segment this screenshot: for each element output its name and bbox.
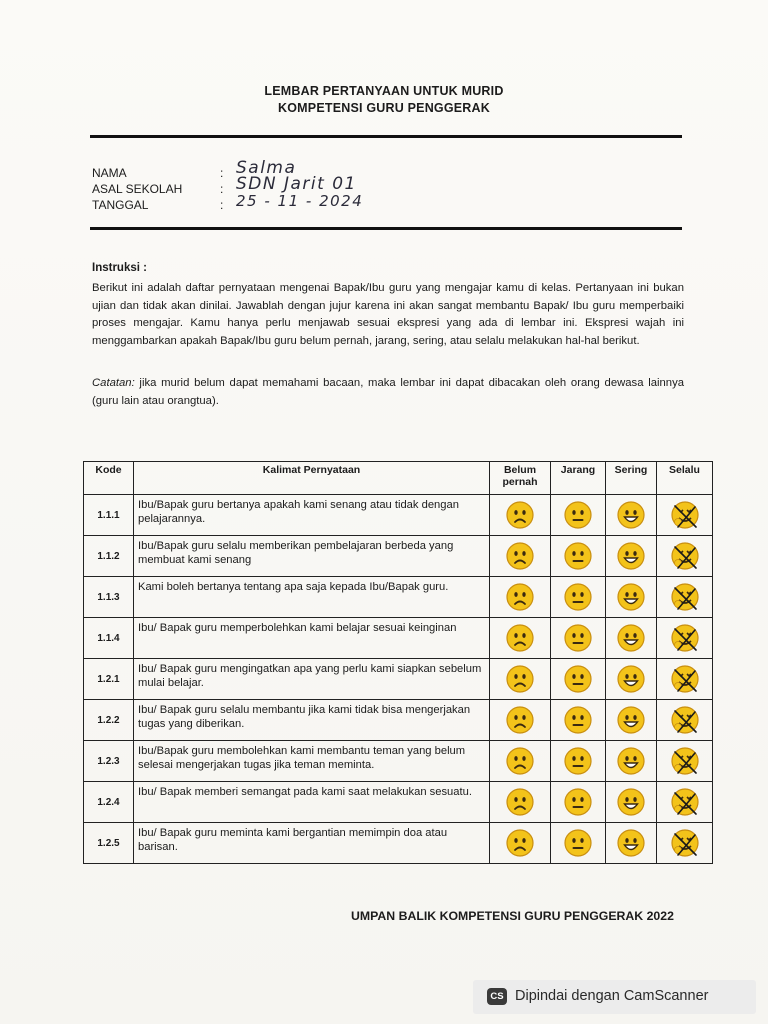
grinning-face-icon [616,506,646,523]
table-row [84,823,713,864]
row-statement: Ibu/ Bapak guru memperbolehkan kami belajar sesuai keinginan [134,618,490,659]
option-selalu-cell[interactable] [657,782,713,823]
row-statement: Ibu/Bapak guru membolehkan kami membantu teman yang belum selesai mengerjakan tugas jika teman meminta. [134,741,490,782]
table-row [84,577,713,618]
table-row [84,700,713,741]
option-jarang-cell[interactable] [551,659,606,700]
smiling-face-icon [670,793,700,810]
sad-face-icon [505,629,535,646]
instructions-heading: Instruksi : [92,262,147,274]
option-jarang-cell[interactable] [551,741,606,782]
sad-face-icon [505,752,535,769]
smiling-face-icon [670,547,700,564]
row-statement: Ibu/ Bapak guru meminta kami bergantian memimpin doa atau barisan. [134,823,490,864]
option-jarang-cell[interactable] [551,577,606,618]
option-belum-pernah-cell[interactable] [490,618,551,659]
row-code: 1.2.3 [84,741,134,782]
row-code: 1.1.3 [84,577,134,618]
grinning-face-icon [616,629,646,646]
option-sering-cell[interactable] [606,659,657,700]
row-code: 1.1.4 [84,618,134,659]
camscanner-text: Dipindai dengan CamScanner [515,988,709,1004]
option-selalu-cell[interactable] [657,823,713,864]
option-jarang-cell[interactable] [551,618,606,659]
document-subtitle: KOMPETENSI GURU PENGGERAK [278,101,490,115]
instructions-paragraph: Berikut ini adalah daftar pernyataan mengenai Bapak/Ibu guru yang mengajar kamu di kelas. Pertanyaan ini bukan ujian dan tidak akan dinilai. Jawablah dengan jujur karena ini akan sangat membantu Bapak/ Ibu guru memperbaiki proses mengajar. Kamu hanya perlu menjawab sesuai ekspresi yang ada di lembar ini. Ekspresi wajah ini menggambarkan apakah Bapak/Ibu guru belum pernah, jarang, sering, atau selalu melakukan hal-hal berikut. [92,282,684,347]
row-statement: Ibu/ Bapak memberi semangat pada kami saat melakukan sesuatu. [134,782,490,823]
row-statement: Kami boleh bertanya tentang apa saja kepada Ibu/Bapak guru. [134,577,490,618]
table-header-row [84,462,713,495]
smiling-face-icon [670,711,700,728]
option-belum-pernah-cell[interactable] [490,741,551,782]
smiling-face-icon [670,588,700,605]
school-row: ASAL SEKOLAH : SDN Jarit 01 [92,174,357,196]
grinning-face-icon [616,793,646,810]
table-row [84,782,713,823]
grinning-face-icon [616,752,646,769]
header-sering: Sering [606,462,657,495]
option-jarang-cell[interactable] [551,823,606,864]
option-selalu-cell[interactable] [657,618,713,659]
option-sering-cell[interactable] [606,741,657,782]
header-kode: Kode [84,462,134,495]
neutral-face-icon [563,629,593,646]
grinning-face-icon [616,588,646,605]
option-belum-pernah-cell[interactable] [490,700,551,741]
smiling-face-icon [670,752,700,769]
header-belum-pernah: Belum pernah [490,462,551,495]
neutral-face-icon [563,506,593,523]
table-row [84,741,713,782]
bottom-divider [90,227,682,230]
smiling-face-icon [670,629,700,646]
option-sering-cell[interactable] [606,536,657,577]
row-statement: Ibu/Bapak guru bertanya apakah kami senang atau tidak dengan pelajarannya. [134,495,490,536]
table-row [84,618,713,659]
date-label: TANGGAL [92,198,149,212]
option-sering-cell[interactable] [606,618,657,659]
option-selalu-cell[interactable] [657,659,713,700]
neutral-face-icon [563,711,593,728]
row-statement: Ibu/ Bapak guru mengingatkan apa yang perlu kami siapkan sebelum mulai belajar. [134,659,490,700]
option-belum-pernah-cell[interactable] [490,782,551,823]
header-selalu: Selalu [657,462,713,495]
header-jarang: Jarang [551,462,606,495]
option-sering-cell[interactable] [606,577,657,618]
row-code: 1.2.4 [84,782,134,823]
option-belum-pernah-cell[interactable] [490,823,551,864]
row-code: 1.1.1 [84,495,134,536]
grinning-face-icon [616,834,646,851]
row-statement: Ibu/ Bapak guru selalu membantu jika kami tidak bisa mengerjakan tugas yang diberikan. [134,700,490,741]
option-jarang-cell[interactable] [551,495,606,536]
questionnaire-body [84,495,713,864]
option-belum-pernah-cell[interactable] [490,577,551,618]
school-label: ASAL SEKOLAH [92,182,183,196]
smiling-face-icon [670,834,700,851]
table-row [84,536,713,577]
table-row [84,659,713,700]
name-label: NAMA [92,166,127,180]
option-selalu-cell[interactable] [657,700,713,741]
sad-face-icon [505,547,535,564]
smiling-face-icon [670,670,700,687]
sad-face-icon [505,670,535,687]
neutral-face-icon [563,670,593,687]
neutral-face-icon [563,547,593,564]
grinning-face-icon [616,670,646,687]
sad-face-icon [505,834,535,851]
top-divider [90,135,682,138]
row-code: 1.2.2 [84,700,134,741]
sad-face-icon [505,711,535,728]
option-belum-pernah-cell[interactable] [490,495,551,536]
option-sering-cell[interactable] [606,495,657,536]
option-sering-cell[interactable] [606,700,657,741]
option-jarang-cell[interactable] [551,782,606,823]
option-selalu-cell[interactable] [657,495,713,536]
camscanner-logo: CS [487,988,507,1005]
neutral-face-icon [563,588,593,605]
table-row [84,495,713,536]
grinning-face-icon [616,711,646,728]
name-row: NAMA : Salma [92,158,297,180]
neutral-face-icon [563,793,593,810]
date-row: TANGGAL : 25 - 11 - 2024 [92,192,364,212]
row-code: 1.1.2 [84,536,134,577]
option-selalu-cell[interactable] [657,741,713,782]
option-belum-pernah-cell[interactable] [490,536,551,577]
option-belum-pernah-cell[interactable] [490,659,551,700]
instructions-note [92,375,684,410]
name-value: Salma [236,158,297,178]
sad-face-icon [505,793,535,810]
option-sering-cell[interactable] [606,782,657,823]
smiling-face-icon [670,506,700,523]
row-code: 1.2.1 [84,659,134,700]
option-selalu-cell[interactable] [657,536,713,577]
neutral-face-icon [563,752,593,769]
grinning-face-icon [616,547,646,564]
school-value: SDN Jarit 01 [236,174,357,194]
row-code: 1.2.5 [84,823,134,864]
header-statement: Kalimat Pernyataan [134,462,490,495]
option-sering-cell[interactable] [606,823,657,864]
row-statement: Ibu/Bapak guru selalu memberikan pembelajaran berbeda yang membuat kami senang [134,536,490,577]
camscanner-watermark [473,980,756,1014]
sad-face-icon [505,506,535,523]
note-label: Catatan: [92,377,135,389]
footer-text: UMPAN BALIK KOMPETENSI GURU PENGGERAK 2022 [351,909,674,923]
document-title: LEMBAR PERTANYAAN UNTUK MURID [264,84,504,98]
questionnaire-table [83,461,713,864]
option-jarang-cell[interactable] [551,700,606,741]
note-text: jika murid belum dapat memahami bacaan, maka lembar ini dapat dibacakan oleh orang dewasa lainnya (guru lain atau orangtua). [92,377,684,407]
neutral-face-icon [563,834,593,851]
option-selalu-cell[interactable] [657,577,713,618]
option-jarang-cell[interactable] [551,536,606,577]
sad-face-icon [505,588,535,605]
date-value: 25 - 11 - 2024 [236,192,364,210]
